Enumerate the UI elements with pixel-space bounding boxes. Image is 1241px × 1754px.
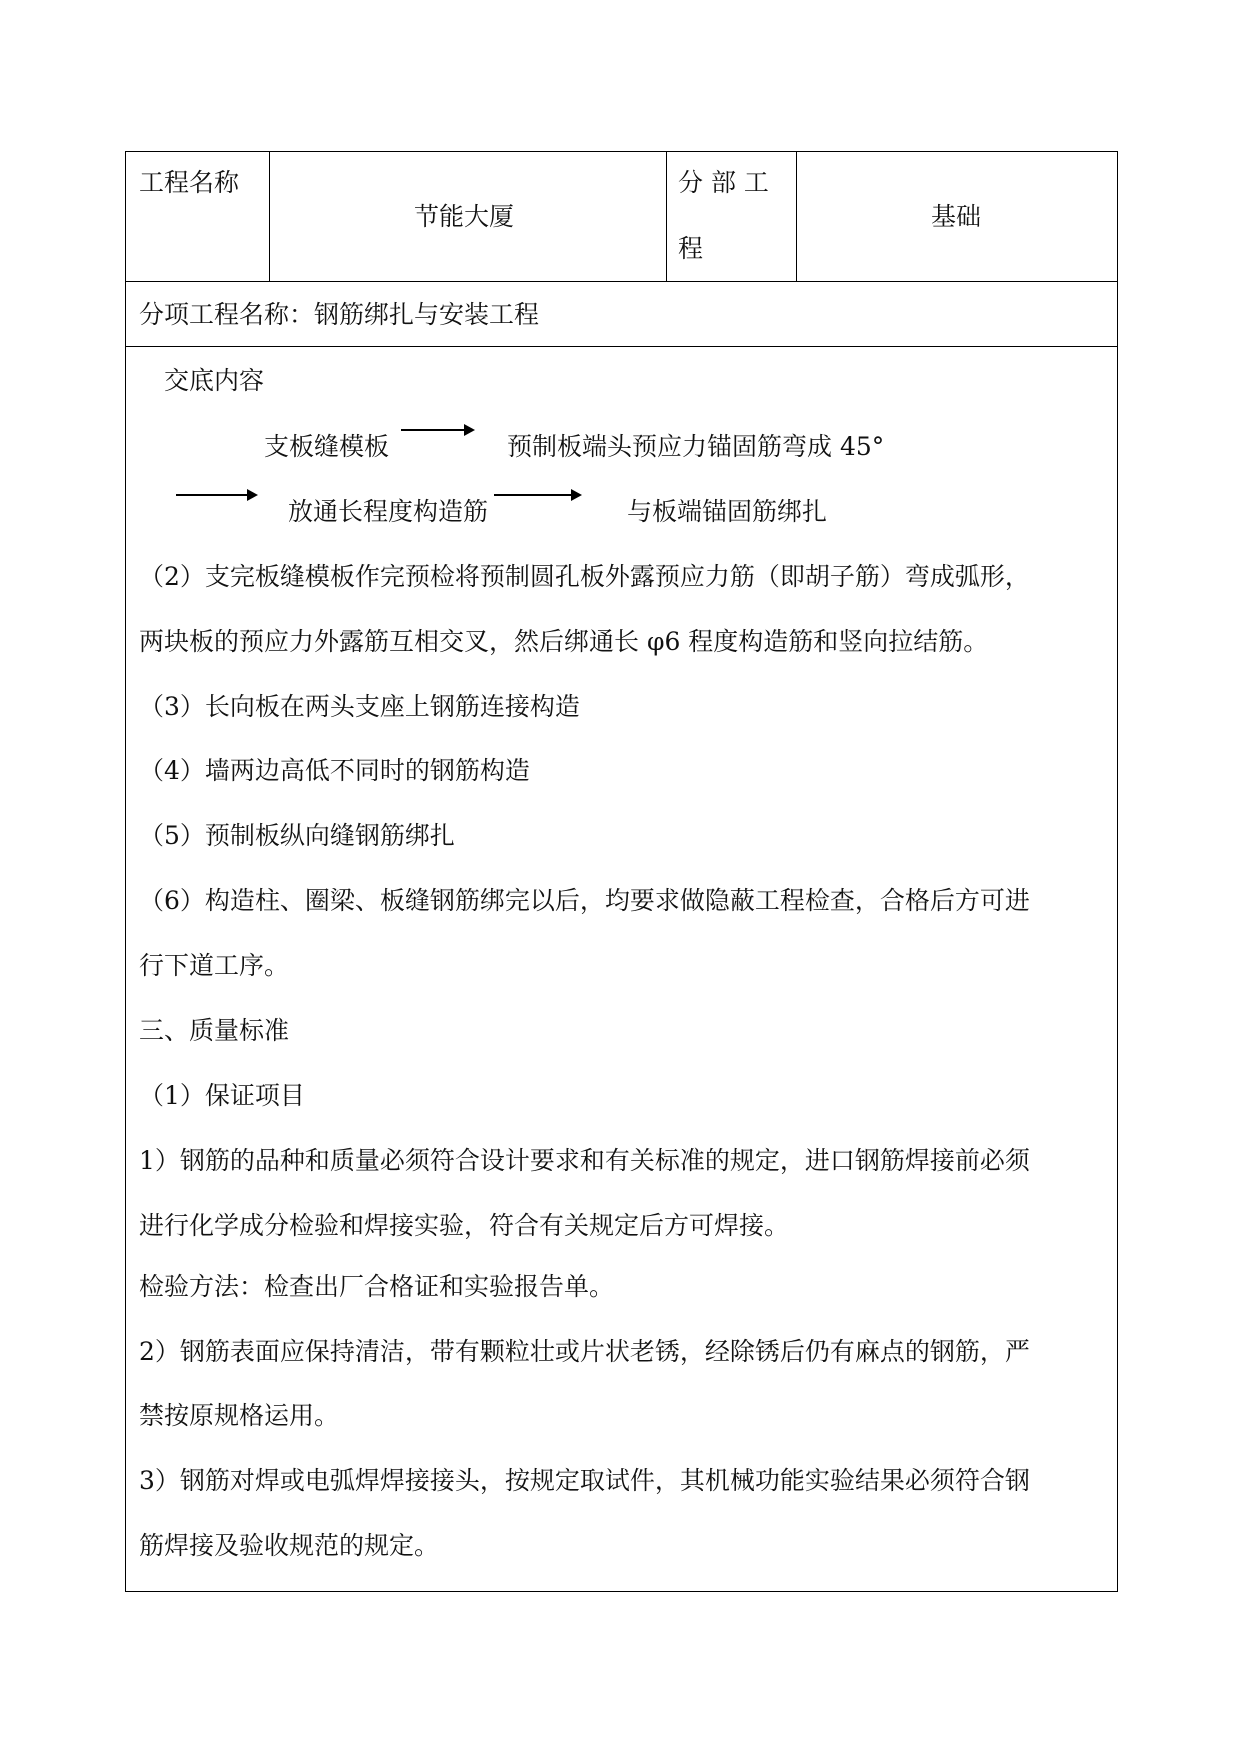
- column-divider: [666, 152, 667, 281]
- division-label-line2: 程: [678, 234, 704, 263]
- text-line: （1）保证项目: [139, 1081, 305, 1110]
- division-label-line1: 分 部 工: [678, 168, 769, 197]
- text-line: 检验方法：检查出厂合格证和实验报告单。: [139, 1272, 615, 1301]
- row-divider: [126, 346, 1117, 347]
- column-divider: [269, 152, 270, 281]
- text-line: （2）支完板缝模板作完预检将预制圆孔板外露预应力筋（即胡子筋）弯成弧形，: [139, 562, 1030, 591]
- row-divider: [126, 281, 1117, 282]
- text-line: （5）预制板纵向缝钢筋绑扎: [139, 821, 455, 850]
- text-line: 筋焊接及验收规范的规定。: [139, 1531, 440, 1560]
- disclosure-table: [125, 151, 1118, 1592]
- flow-step-4: 与板端锚固筋绑扎: [627, 497, 828, 526]
- flow-step-2: 预制板端头预应力锚固筋弯成 45°: [507, 432, 885, 461]
- text-line: 行下道工序。: [139, 951, 290, 980]
- project-name-label: 工程名称: [139, 168, 240, 197]
- content-title: 交底内容: [164, 366, 265, 395]
- project-name-value: 节能大厦: [414, 202, 515, 231]
- column-divider: [796, 152, 797, 281]
- text-line: 禁按原规格运用。: [139, 1401, 340, 1430]
- text-line: 两块板的预应力外露筋互相交叉，然后绑通长 φ6 程度构造筋和竖向拉结筋。: [139, 627, 989, 656]
- text-line: 2）钢筋表面应保持清洁，带有颗粒壮或片状老锈，经除锈后仍有麻点的钢筋，严: [139, 1337, 1030, 1366]
- section-heading: 三、质量标准: [139, 1016, 290, 1045]
- flow-arrow: [401, 429, 473, 431]
- text-line: 3）钢筋对焊或电弧焊焊接接头，按规定取试件，其机械功能实验结果必须符合钢: [139, 1466, 1030, 1495]
- text-line: 1）钢筋的品种和质量必须符合设计要求和有关标准的规定，进口钢筋焊接前必须: [139, 1146, 1030, 1175]
- text-line: （6）构造柱、圈梁、板缝钢筋绑完以后，均要求做隐蔽工程检查，合格后方可进: [139, 886, 1030, 915]
- flow-arrow: [176, 494, 256, 496]
- text-line: （3）长向板在两头支座上钢筋连接构造: [139, 692, 580, 721]
- flow-step-1: 支板缝模板: [264, 432, 390, 461]
- subitem-name: 分项工程名称：钢筋绑扎与安装工程: [139, 300, 540, 329]
- text-line: （4）墙两边高低不同时的钢筋构造: [139, 756, 530, 785]
- division-value: 基础: [931, 202, 982, 231]
- flow-step-3: 放通长程度构造筋: [288, 497, 489, 526]
- flow-arrow: [494, 494, 580, 496]
- text-line: 进行化学成分检验和焊接实验，符合有关规定后方可焊接。: [139, 1211, 790, 1240]
